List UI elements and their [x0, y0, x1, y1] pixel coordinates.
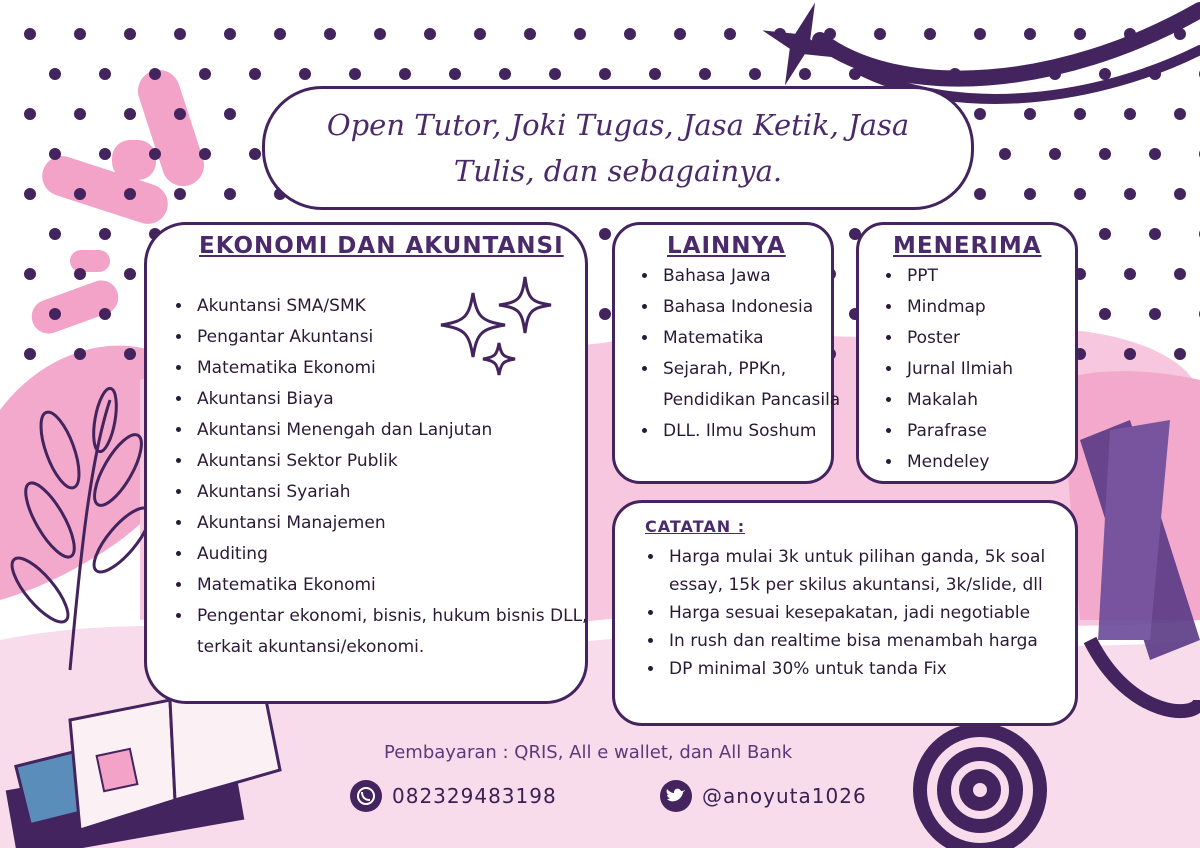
dot	[124, 28, 136, 40]
menerima-title: MENERIMA	[893, 233, 1042, 259]
dot	[74, 28, 86, 40]
dot	[874, 28, 886, 40]
dot	[1124, 188, 1136, 200]
list-item: • Bahasa Indonesia	[659, 292, 849, 323]
dot	[99, 68, 111, 80]
ekonomi-title: EKONOMI DAN AKUNTANSI	[199, 233, 564, 259]
list-item: • In rush dan realtime bisa menambah harga	[665, 627, 1085, 655]
catatan-title: CATATAN :	[645, 517, 746, 536]
list-item: • Matematika Ekonomi	[193, 353, 603, 384]
dot	[124, 268, 136, 280]
lainnya-title: LAINNYA	[667, 233, 786, 259]
list-item: • PPT	[903, 261, 1093, 292]
dot	[1074, 188, 1086, 200]
list-item: • Parafrase	[903, 416, 1093, 447]
title-banner	[262, 86, 974, 210]
dot	[1174, 188, 1186, 200]
dot	[99, 308, 111, 320]
dot	[599, 228, 611, 240]
dot	[224, 188, 236, 200]
dot	[74, 188, 86, 200]
dot	[1099, 148, 1111, 160]
dot	[99, 228, 111, 240]
dot	[49, 228, 61, 240]
list-item: • Harga mulai 3k untuk pilihan ganda, 5k soal essay, 15k per skilus akuntansi, 3k/slide, dll	[665, 543, 1085, 599]
dot	[124, 188, 136, 200]
dot	[674, 28, 686, 40]
dot	[1149, 308, 1161, 320]
dot	[1174, 108, 1186, 120]
dot	[49, 68, 61, 80]
dot	[499, 68, 511, 80]
dot	[224, 108, 236, 120]
dot	[374, 28, 386, 40]
list-item: • Pengantar Akuntansi	[193, 322, 603, 353]
dot	[1024, 108, 1036, 120]
dot	[449, 68, 461, 80]
dot	[124, 348, 136, 360]
list-item: • Akuntansi Manajemen	[193, 508, 603, 539]
dot	[1124, 108, 1136, 120]
dot	[24, 188, 36, 200]
list-item: • Akuntansi Biaya	[193, 384, 603, 415]
dot	[724, 28, 736, 40]
dot	[974, 108, 986, 120]
dot	[174, 188, 186, 200]
dot	[299, 68, 311, 80]
dot	[24, 268, 36, 280]
dot	[1149, 228, 1161, 240]
list-item: • Akuntansi SMA/SMK	[193, 291, 603, 322]
dot	[249, 68, 261, 80]
dot	[699, 68, 711, 80]
dot	[1074, 108, 1086, 120]
whatsapp-number: 082329483198	[392, 784, 557, 808]
catatan-card	[612, 500, 1078, 726]
dot	[924, 28, 936, 40]
dot	[799, 68, 811, 80]
dot	[199, 148, 211, 160]
list-item: • Pengentar ekonomi, bisnis, hukum bisnis DLL, terkait akuntansi/ekonomi.	[193, 601, 603, 663]
dot	[649, 68, 661, 80]
payment-info: Pembayaran : QRIS, All e wallet, dan All Bank	[384, 742, 793, 763]
dot	[49, 308, 61, 320]
dot	[249, 148, 261, 160]
twitter-handle: @anoyuta1026	[702, 784, 867, 808]
dot	[1174, 268, 1186, 280]
dot	[349, 68, 361, 80]
whatsapp-contact[interactable]	[350, 780, 557, 812]
ekonomi-card	[144, 222, 588, 704]
twitter-contact[interactable]	[660, 780, 867, 812]
list-item: • Akuntansi Menengah dan Lanjutan	[193, 415, 603, 446]
menerima-card	[856, 222, 1078, 484]
list-item: • Auditing	[193, 539, 603, 570]
lainnya-list	[635, 261, 849, 447]
page-title: Open Tutor, Joki Tugas, Jasa Ketik, Jasa Tulis, dan sebagainya.	[326, 108, 910, 188]
list-item: • DP minimal 30% untuk tanda Fix	[665, 655, 1085, 683]
list-item: • Jurnal Ilmiah	[903, 354, 1093, 385]
dot	[549, 68, 561, 80]
dot	[624, 28, 636, 40]
dot	[74, 348, 86, 360]
dot	[1174, 348, 1186, 360]
dot	[324, 28, 336, 40]
list-item: • Akuntansi Syariah	[193, 477, 603, 508]
dot	[999, 148, 1011, 160]
list-item: • DLL. Ilmu Soshum	[659, 416, 849, 447]
dot	[1049, 148, 1061, 160]
dot	[1024, 28, 1036, 40]
dot	[574, 28, 586, 40]
dot	[149, 68, 161, 80]
whatsapp-icon	[350, 780, 382, 812]
list-item: • Mindmap	[903, 292, 1093, 323]
dot	[1124, 268, 1136, 280]
ekonomi-list	[169, 291, 603, 663]
dot	[1074, 28, 1086, 40]
list-item: • Matematika	[659, 323, 849, 354]
list-item: • Akuntansi Sektor Publik	[193, 446, 603, 477]
list-item: • Matematika Ekonomi	[193, 570, 603, 601]
dot	[74, 268, 86, 280]
dot	[974, 188, 986, 200]
dot	[1099, 68, 1111, 80]
dot	[99, 148, 111, 160]
dot	[1099, 228, 1111, 240]
dot	[74, 108, 86, 120]
dot	[599, 68, 611, 80]
dot	[1124, 348, 1136, 360]
dot	[1024, 188, 1036, 200]
menerima-list	[879, 261, 1093, 478]
dot	[199, 68, 211, 80]
dot	[974, 28, 986, 40]
dot	[224, 28, 236, 40]
list-item: • Poster	[903, 323, 1093, 354]
dot	[174, 28, 186, 40]
dot	[749, 68, 761, 80]
dot	[524, 28, 536, 40]
list-item: • Mendeley	[903, 447, 1093, 478]
list-item: • Makalah	[903, 385, 1093, 416]
dot	[49, 148, 61, 160]
lainnya-card	[612, 222, 841, 484]
dot	[24, 348, 36, 360]
list-item: • Bahasa Jawa	[659, 261, 849, 292]
dot	[149, 148, 161, 160]
dot	[24, 28, 36, 40]
dot	[474, 28, 486, 40]
dot	[1099, 308, 1111, 320]
twitter-icon	[660, 780, 692, 812]
dot	[399, 68, 411, 80]
dot	[124, 108, 136, 120]
list-item: • Sejarah, PPKn, Pendidikan Pancasila	[659, 354, 849, 416]
dot	[24, 108, 36, 120]
dot	[424, 28, 436, 40]
dot	[1149, 148, 1161, 160]
dot	[174, 108, 186, 120]
dot	[274, 28, 286, 40]
list-item: • Harga sesuai kesepakatan, jadi negotiable	[665, 599, 1085, 627]
catatan-list	[641, 543, 1085, 683]
